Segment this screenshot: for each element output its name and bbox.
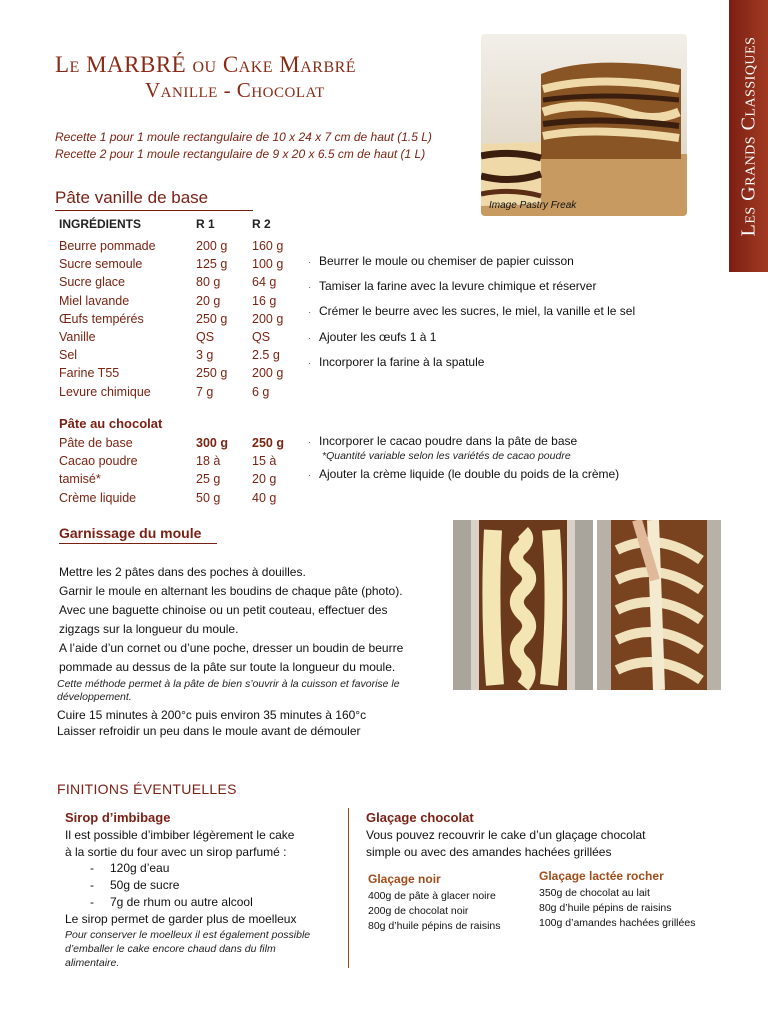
qty-r2: 40 g <box>252 490 277 505</box>
chocolate-ingredient-list <box>59 434 189 507</box>
chocolate-r1-list <box>196 434 246 507</box>
ingredient-name: Levure chimique <box>59 384 151 399</box>
list-item: - 50g de sucre <box>90 878 180 892</box>
qty-r2: 100 g <box>252 257 284 272</box>
glacage-intro <box>366 827 646 861</box>
garnissage-note: Cette méthode permet à la pâte de bien s’ouvrir à la cuisson et favorise le développement. <box>57 678 400 703</box>
ingredient-name: Cacao poudre <box>59 454 138 469</box>
qty-r1: 25 g <box>196 472 221 487</box>
sirop-intro-line: à la sortie du four avec un sirop parfumé : <box>65 845 287 859</box>
garnissage-line: pommade au dessus de la pâte sur toute la longueur du moule. <box>59 660 396 674</box>
garnissage-line: Garnir le moule en alternant les boudins de chaque pâte (photo). <box>59 584 403 598</box>
qty-r1: 80 g <box>196 275 221 290</box>
glacage-rocher-list <box>539 886 695 931</box>
ingredient-name: Farine T55 <box>59 366 120 381</box>
qty-r2: 250 g <box>252 436 284 450</box>
col-r2: R 2 <box>252 217 271 231</box>
qty-r2: 200 g <box>252 311 284 326</box>
sirop-intro <box>65 827 294 861</box>
qty-r2: 6 g <box>252 384 270 399</box>
chocolate-step: · Ajouter la crème liquide (le double du poids de la crème) <box>308 467 620 481</box>
qty-r2: QS <box>252 330 271 345</box>
qty-r1: 20 g <box>196 293 221 308</box>
col-ingredients: INGRÉDIENTS <box>59 217 142 231</box>
page-subtitle: Vanille - Chocolat <box>145 78 325 102</box>
vanilla-step: · Incorporer la farine à la spatule <box>308 355 485 369</box>
vanilla-heading-underline <box>55 210 253 211</box>
garnissage-heading: Garnissage du moule <box>59 525 202 541</box>
qty-r1: 3 g <box>196 348 214 363</box>
qty-r2: 20 g <box>252 472 277 487</box>
cooling-instruction: Laisser refroidir un peu dans le moule avant de démouler <box>57 724 361 738</box>
qty-r2: 15 à <box>252 454 277 469</box>
photo-credit: Image Pastry Freak <box>489 200 577 211</box>
vanilla-r2-list <box>252 237 302 401</box>
qty-r1: 300 g <box>196 436 228 450</box>
list-item: - 120g d’eau <box>90 861 170 875</box>
side-band-label: Les Grands Classiques <box>737 36 759 236</box>
sirop-outro: Le sirop permet de garder plus de moelleux <box>65 912 297 926</box>
list-item: 100g d’amandes hachées grillées <box>539 917 696 929</box>
vanilla-heading: Pâte vanille de base <box>55 188 209 207</box>
mold-photo-right <box>597 520 721 690</box>
ingredient-name: Pâte de base <box>59 436 133 450</box>
garnissage-line: zigzags sur la longueur du moule. <box>59 622 239 636</box>
qty-r1: 250 g <box>196 366 228 381</box>
chocolate-step: · Incorporer le cacao poudre dans la pâte de base <box>308 434 578 448</box>
page-title: Le MARBRÉ ou Cake Marbré <box>55 52 357 77</box>
chocolate-r2-list <box>252 434 302 507</box>
col-r1: R 1 <box>196 217 215 231</box>
sirop-note: Pour conserver le moelleux il est également possible d’emballer le cake encore chaud dans du film alimentaire. <box>65 929 311 969</box>
qty-r2: 200 g <box>252 366 284 381</box>
glacage-noir-heading: Glaçage noir <box>368 872 441 886</box>
sirop-heading: Sirop d’imbibage <box>65 810 171 825</box>
list-item: 80g d’huile pépins de raisins <box>539 902 672 914</box>
ingredient-name: tamisé* <box>59 472 101 487</box>
ingredient-name: Sucre glace <box>59 275 126 290</box>
ingredient-name: Œufs tempérés <box>59 311 144 326</box>
glacage-noir-list <box>368 889 501 934</box>
qty-r2: 16 g <box>252 293 277 308</box>
qty-r2: 64 g <box>252 275 277 290</box>
qty-r1: 250 g <box>196 311 228 326</box>
glacage-heading: Glaçage chocolat <box>366 810 474 825</box>
glacage-intro-line: simple ou avec des amandes hachées grillées <box>366 845 612 859</box>
ingredient-name: Vanille <box>59 330 96 345</box>
vanilla-step: · Beurrer le moule ou chemiser de papier cuisson <box>308 254 574 268</box>
list-item: 350g de chocolat au lait <box>539 887 650 899</box>
glacage-intro-line: Vous pouvez recouvrir le cake d’un glaçage chocolat <box>366 828 646 842</box>
recipe-2-line: Recette 2 pour 1 moule rectangulaire de 9 x 20 x 6.5 cm de haut (1 L) <box>55 147 426 161</box>
garnissage-line: Mettre les 2 pâtes dans des poches à douilles. <box>59 565 306 579</box>
garnissage-text <box>59 563 449 677</box>
cake-photo <box>481 34 687 216</box>
ingredient-name: Sel <box>59 348 78 363</box>
vanilla-step: · Ajouter les œufs 1 à 1 <box>308 330 437 344</box>
qty-r1: 7 g <box>196 384 214 399</box>
column-separator <box>348 808 349 968</box>
chocolate-heading: Pâte au chocolat <box>59 416 163 431</box>
finitions-heading: FINITIONS ÉVENTUELLES <box>57 781 237 797</box>
qty-r2: 160 g <box>252 239 284 253</box>
chocolate-step-note: *Quantité variable selon les variétés de cacao poudre <box>322 450 571 462</box>
garnissage-heading-underline <box>59 543 217 544</box>
qty-r1: 200 g <box>196 239 228 253</box>
qty-r1: 18 à <box>196 454 221 469</box>
ingredient-name: Sucre semoule <box>59 257 143 272</box>
mold-photo-left <box>453 520 593 690</box>
side-band <box>729 0 768 272</box>
list-item: 400g de pâte à glacer noire <box>368 890 496 902</box>
qty-r1: 125 g <box>196 257 228 272</box>
garnissage-line: Avec une baguette chinoise ou un petit couteau, effectuer des <box>59 603 388 617</box>
qty-r2: 2.5 g <box>252 348 280 363</box>
ingredient-name: Beurre pommade <box>59 239 156 253</box>
recipe-1-line: Recette 1 pour 1 moule rectangulaire de 10 x 24 x 7 cm de haut (1.5 L) <box>55 130 432 144</box>
list-item: 200g de chocolat noir <box>368 905 469 917</box>
glacage-rocher-heading: Glaçage lactée rocher <box>539 869 664 883</box>
vanilla-ingredient-list <box>59 237 189 401</box>
qty-r1: 50 g <box>196 490 221 505</box>
vanilla-step: · Crémer le beurre avec les sucres, le miel, la vanille et le sel <box>308 304 636 318</box>
qty-r1: QS <box>196 330 215 345</box>
vanilla-r1-list <box>196 237 246 401</box>
sirop-intro-line: Il est possible d’imbiber légèrement le cake <box>65 828 295 842</box>
garnissage-line: A l’aide d’un cornet ou d’une poche, dresser un boudin de beurre <box>59 641 404 655</box>
vanilla-step: · Tamiser la farine avec la levure chimique et réserver <box>308 279 597 293</box>
ingredient-name: Miel lavande <box>59 293 130 308</box>
sirop-ingredients <box>90 860 253 911</box>
list-item: - 7g de rhum ou autre alcool <box>90 895 253 909</box>
cooking-instruction: Cuire 15 minutes à 200°c puis environ 35 minutes à 160°c <box>57 708 367 722</box>
list-item: 80g d’huile pépins de raisins <box>368 920 501 932</box>
ingredient-name: Crème liquide <box>59 490 137 505</box>
